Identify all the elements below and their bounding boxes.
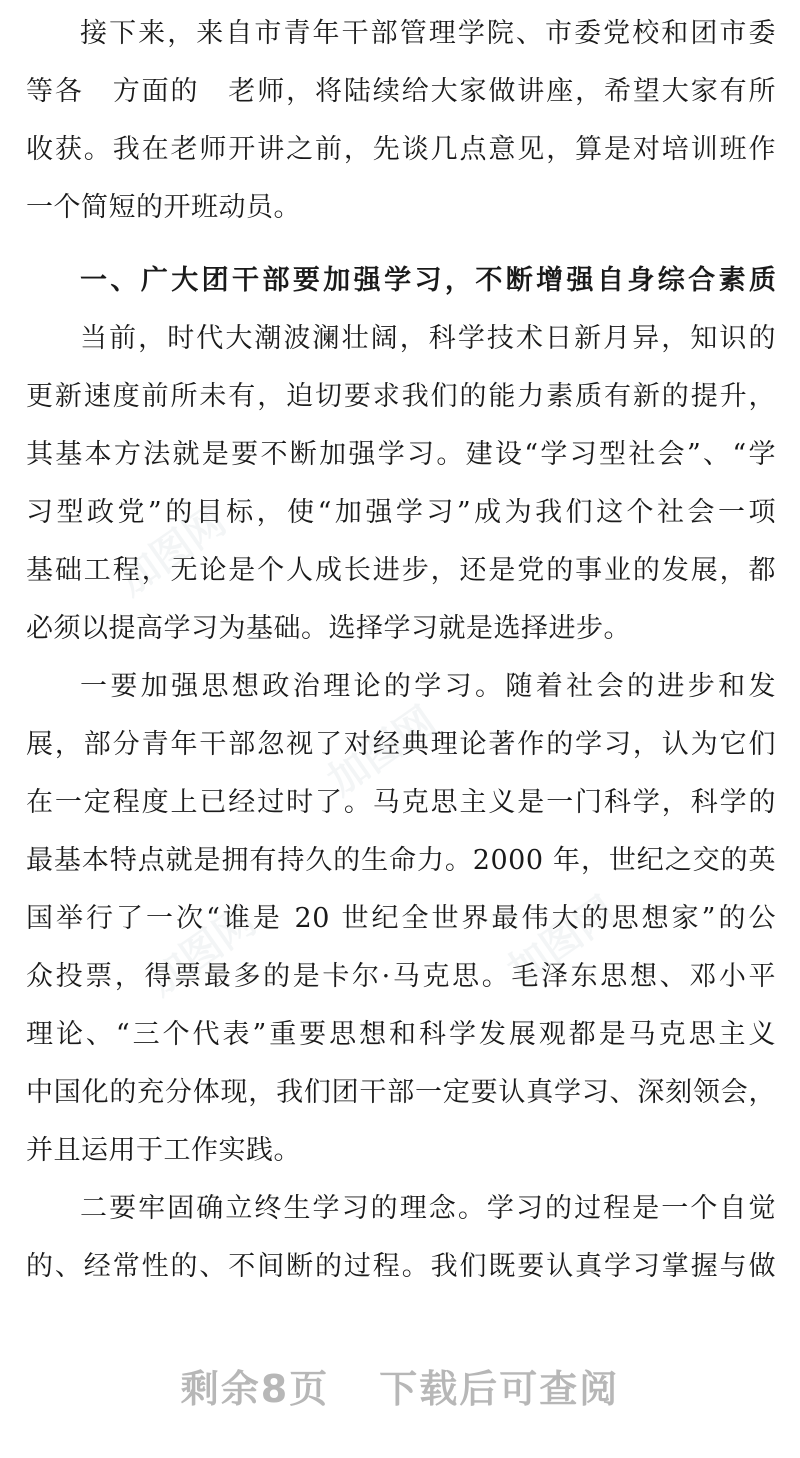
paragraph-line: 众投票，得票最多的是卡尔·马克思。毛泽东思想、邓小平 <box>26 961 776 992</box>
paragraph-line: 一要加强思想政治理论的学习。随着社会的进步和发 <box>80 671 776 702</box>
section-heading: 一、广大团干部要加强学习，不断增强自身综合素质 <box>80 265 776 296</box>
watermark: 加图网 <box>319 698 445 805</box>
watermark: 加图网 <box>499 888 625 995</box>
paragraph-line: 等各 方面的 老师，将陆续给大家做讲座，希望大家有所 <box>26 76 776 107</box>
paragraph-line: 理论、“三个代表”重要思想和科学发展观都是马克思主义 <box>26 1019 776 1050</box>
paragraph-line: 的、经常性的、不间断的过程。我们既要认真学习掌握与做 <box>26 1251 776 1282</box>
paragraph-line: 收获。我在老师开讲之前，先谈几点意见，算是对培训班作 <box>26 134 776 165</box>
paragraph-line: 并且运用于工作实践。 <box>26 1135 301 1166</box>
download-prompt[interactable] <box>0 1358 800 1413</box>
download-to-view-label: 下载后可查阅 <box>379 1367 620 1411</box>
paragraph-line: 二要牢固确立终生学习的理念。学习的过程是一个自觉 <box>80 1193 776 1224</box>
paragraph-line: 其基本方法就是要不断加强学习。建设“学习型社会”、“学 <box>26 439 776 470</box>
remaining-pages-label: 剩余8页 <box>180 1367 330 1411</box>
paragraph-line: 当前，时代大潮波澜壮阔，科学技术日新月异，知识的 <box>80 323 776 354</box>
paragraph-line: 一个简短的开班动员。 <box>26 192 301 223</box>
paragraph-line: 最基本特点就是拥有持久的生命力。2000 年，世纪之交的英 <box>26 845 776 876</box>
paragraph-line: 必须以提高学习为基础。选择学习就是选择进步。 <box>26 613 631 644</box>
paragraph-line: 国举行了一次“谁是 20 世纪全世界最伟大的思想家”的公 <box>26 903 776 934</box>
paragraph-line: 中国化的充分体现，我们团干部一定要认真学习、深刻领会， <box>26 1077 776 1108</box>
watermark: 加图网 <box>109 498 235 605</box>
paragraph-line: 基础工程，无论是个人成长进步，还是党的事业的发展，都 <box>26 555 776 586</box>
paragraph-line: 接下来，来自市青年干部管理学院、市委党校和团市委 <box>80 18 776 49</box>
watermark: 加图网 <box>139 898 265 1005</box>
paragraph-line: 更新速度前所未有，迫切要求我们的能力素质有新的提升， <box>26 381 776 412</box>
paragraph-line: 习型政党”的目标，使“加强学习”成为我们这个社会一项 <box>26 497 776 528</box>
paragraph-line: 展，部分青年干部忽视了对经典理论著作的学习，认为它们 <box>26 729 776 760</box>
paragraph-line: 在一定程度上已经过时了。马克思主义是一门科学，科学的 <box>26 787 776 818</box>
